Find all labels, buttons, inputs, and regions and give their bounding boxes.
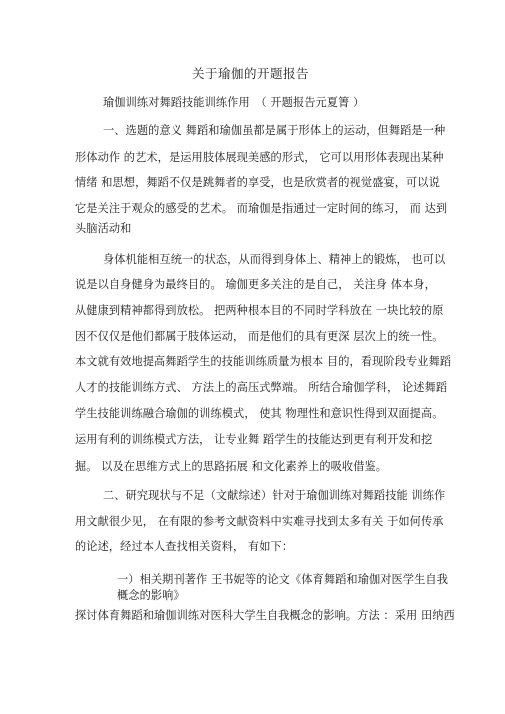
document-subtitle: 瑜伽训练对舞蹈技能训练作用 （ 开题报告元夏箐 ） [103, 96, 365, 109]
paragraph-line: 学生技能训练融合瑜伽的训练模式， 使其 物理性和意识性得到双面提高。 [75, 407, 444, 420]
paragraph-line: 形体动作 的艺术，是运用肢体展现美感的形式， 它可以用形体表现出某种 [75, 151, 444, 164]
paragraph-line: 探讨体育舞蹈和瑜伽训练对医科大学生自我概念的影响。方法 ：采用 田纳西 [75, 609, 455, 622]
paragraph-line: 身体机能相互统一的状态，从而得到身体上、精神上的锻炼， 也可以 [103, 253, 446, 266]
paragraph-line: 本文就有效地提高舞蹈学生的技能训练质量为根本 目的，看现阶段专业舞蹈 [75, 355, 452, 368]
paragraph-line: 说是以自身健身为最终目的。 瑜伽更多关注的是自己， 关注身 体本身， [75, 278, 436, 291]
paragraph-line: 情绪 和思想，舞蹈不仅是跳舞者的享受，也是欣赏者的视觉盛宴，可以说 [75, 176, 440, 189]
paragraph-line: 人才的技能训练方式、 方法上的高压式弊端。 所结合瑜伽学科， 论述舞蹈 [75, 381, 448, 394]
paragraph-line: 概念的影响》 [117, 589, 185, 602]
paragraph-line: 的论述，经过本人查找相关资料， 有如下： [75, 540, 294, 553]
paragraph-line: 一、选题的意义 舞蹈和瑜伽虽都是属于形体上的运动，但舞蹈是一种 [103, 124, 446, 137]
paragraph-line: 头脑活动和 [75, 222, 132, 235]
paragraph-line: 掘。 以及在思维方式上的思路拓展 和文化素养上的吸收借鉴。 [75, 460, 388, 473]
paragraph-line: 二、研究现状与不足（文献综述）针对于瑜伽训练对舞蹈技能 训练作 [103, 489, 446, 502]
document-title: 关于瑜伽的开题报告 [192, 66, 310, 81]
paragraph-line: 运用有利的训练模式方法， 让专业舞 蹈学生的技能达到更有利开发和挖 [75, 433, 433, 446]
paragraph-line: 一）相关期刊著作 王书妮等的论文《体育舞蹈和瑜伽对医学生自我 [117, 573, 448, 586]
paragraph-line: 从健康到精神都得到放松。 把两种根本目的不同时学科放在 一块比较的原 [75, 304, 444, 317]
paragraph-line: 用文献很少见， 在有限的参考文献资料中实难寻找到太多有关 于如何传承 [75, 515, 444, 528]
paragraph-line: 因不仅仅是他们都属于肢体运动， 而是他们的具有更深 层次上的统一性。 [75, 330, 444, 343]
paragraph-line: 它是关注于观众的感受的艺术。 而瑜伽是指通过一定时间的练习， 而 达到 [75, 202, 448, 215]
